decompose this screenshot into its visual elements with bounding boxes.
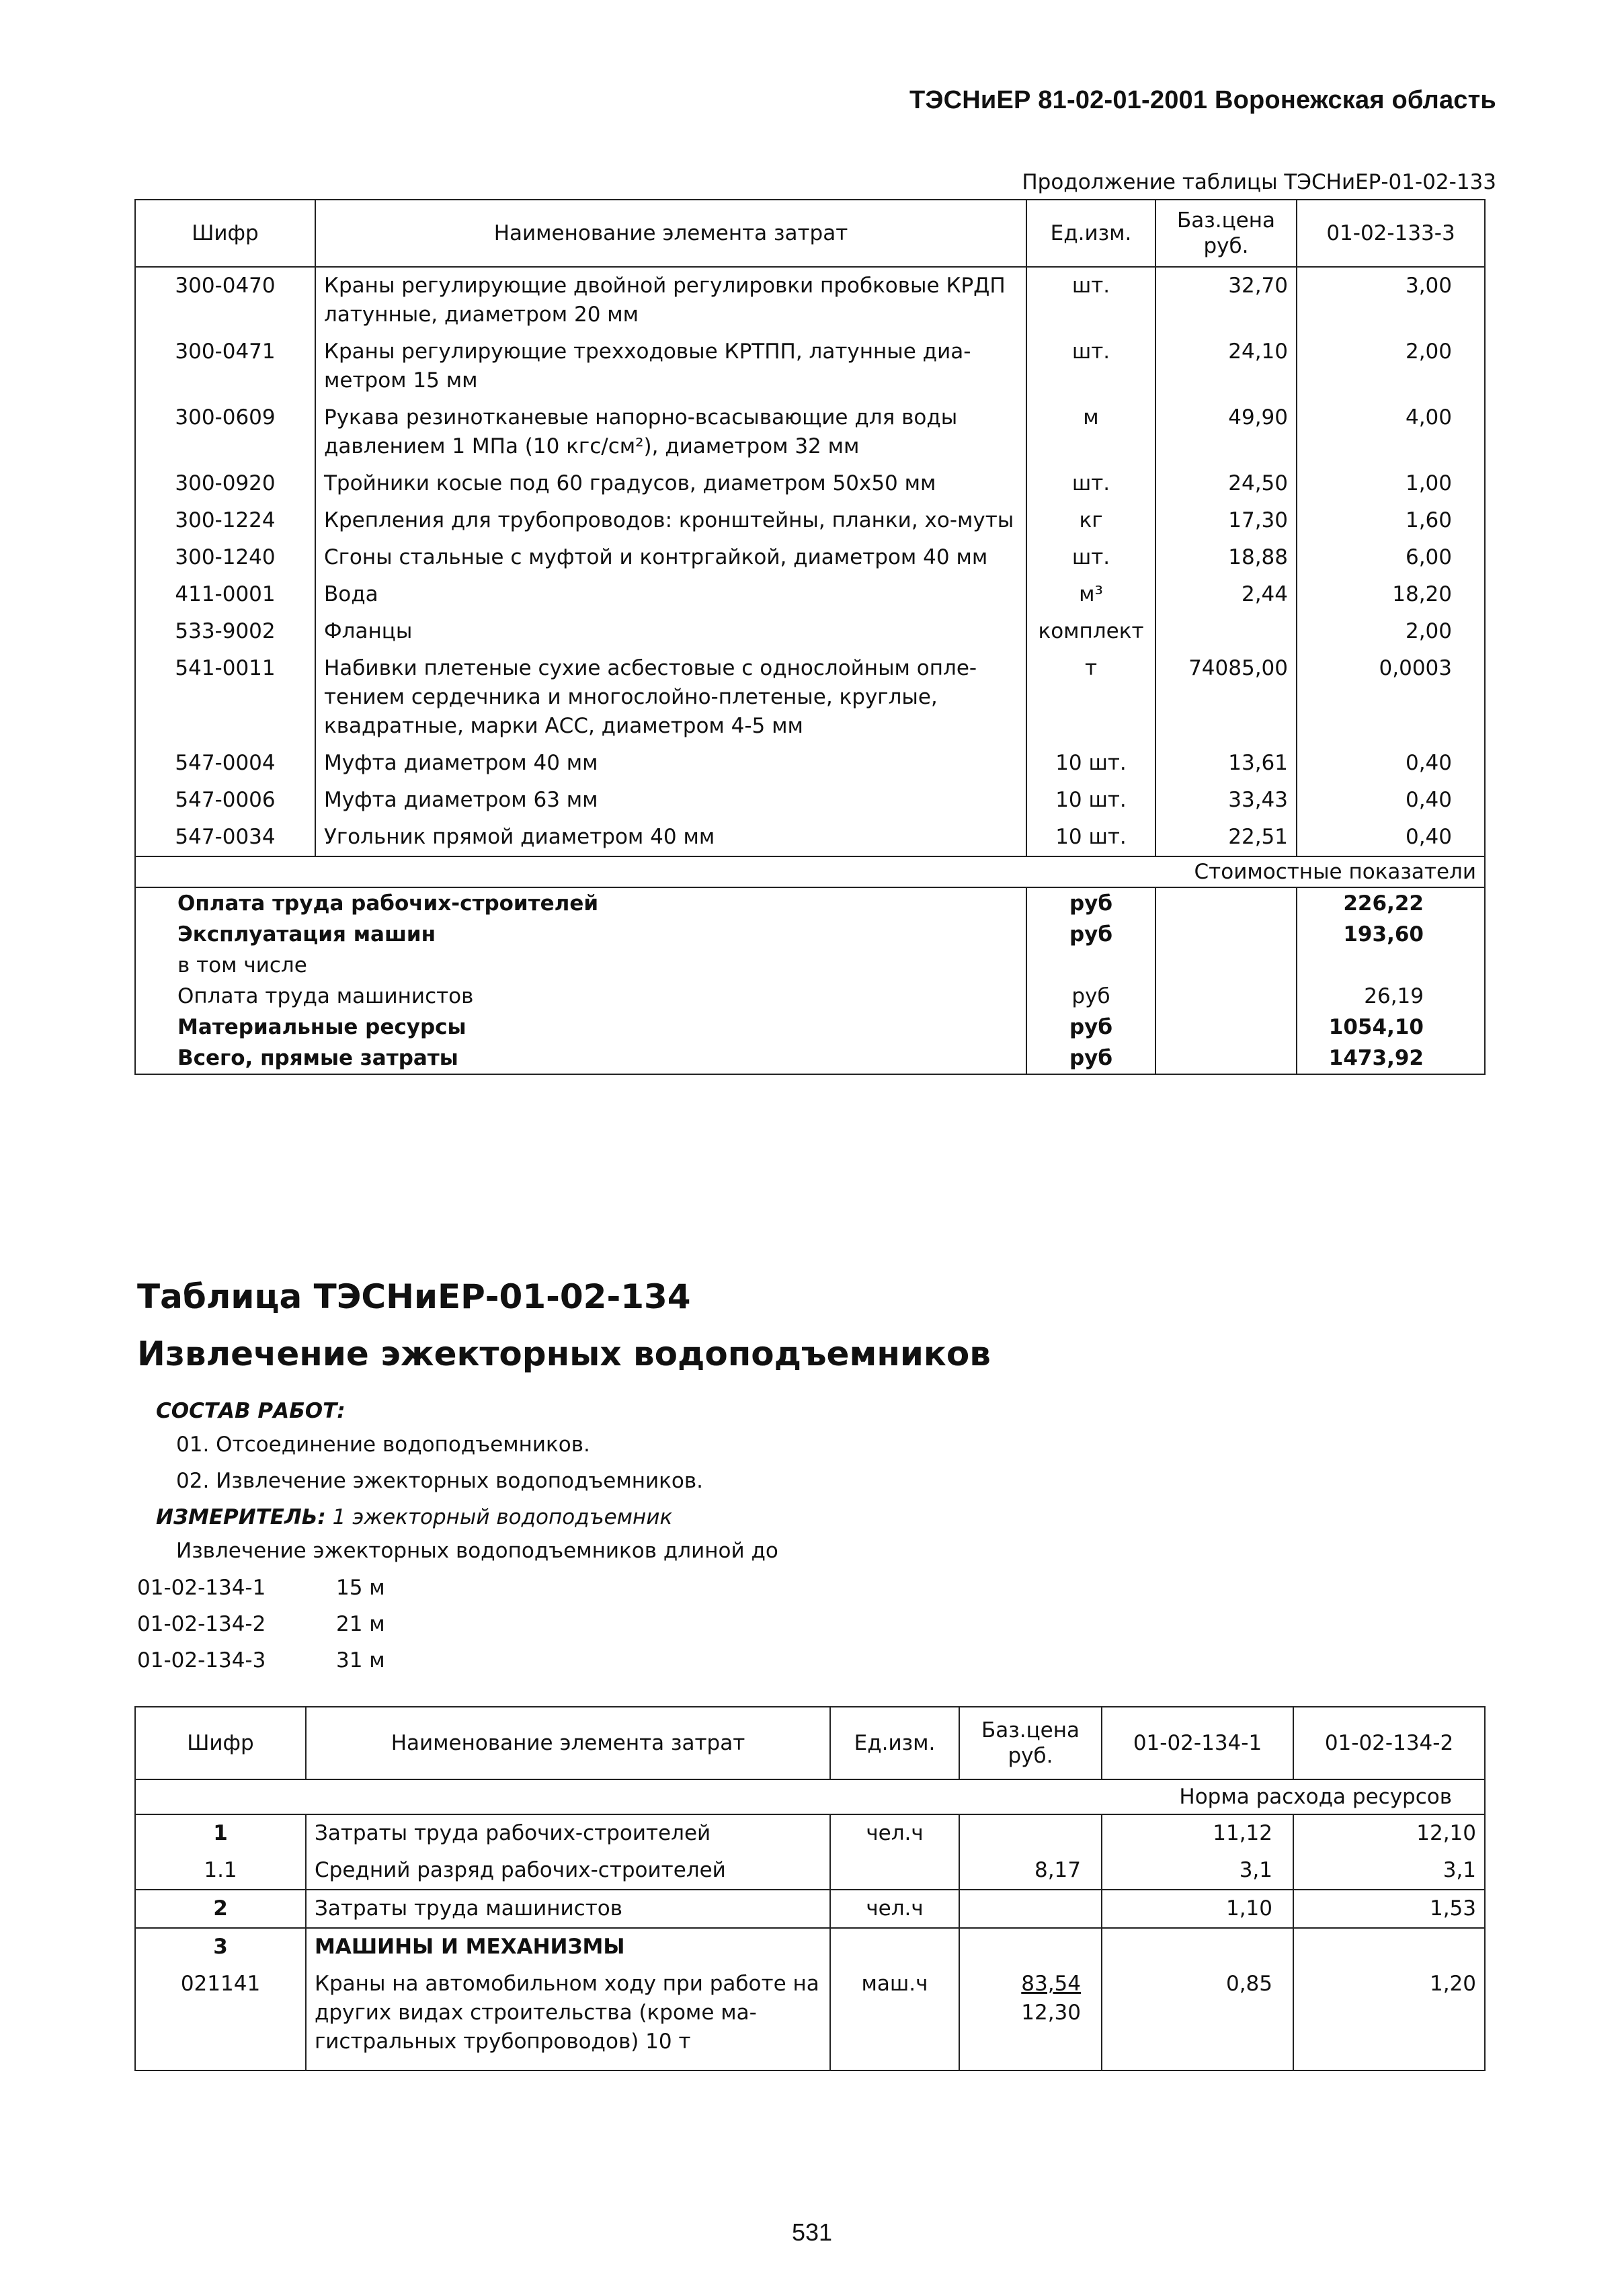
row-price: 49,90 <box>1155 399 1297 465</box>
row-price <box>959 1966 1102 2070</box>
col-unit: Ед.изм. <box>1026 200 1155 267</box>
row-unit: 10 шт. <box>1026 819 1155 856</box>
table-row <box>135 1890 1485 1928</box>
row-code: 300-0609 <box>135 399 315 465</box>
col-name: Наименование элемента затрат <box>306 1707 830 1779</box>
cost-label: Всего, прямые затраты <box>135 1043 1026 1074</box>
cost-row <box>135 981 1485 1012</box>
row-unit: 10 шт. <box>1026 745 1155 782</box>
row-norm: 2,00 <box>1297 613 1485 650</box>
row-norm-2: 12,10 <box>1293 1814 1485 1852</box>
cost-row <box>135 1043 1485 1074</box>
row-norm-1: 3,1 <box>1102 1852 1293 1890</box>
row-name: Набивки плетеные сухие асбестовые с однослойным опле-тением сердечника и многослойно-плетеные, круглые, квадратные, марки АСС, диаметром 4-5 мм <box>315 650 1026 745</box>
row-price <box>959 1890 1102 1928</box>
cost-row <box>135 950 1485 981</box>
row-code: 547-0004 <box>135 745 315 782</box>
table-134 <box>134 1706 1486 2071</box>
row-norm: 0,40 <box>1297 819 1485 856</box>
row-price: 18,88 <box>1155 539 1297 576</box>
row-code: 300-1224 <box>135 502 315 539</box>
cost-value: 26,19 <box>1297 981 1485 1012</box>
row-code: 300-0920 <box>135 465 315 502</box>
row-norm: 2,00 <box>1297 333 1485 399</box>
col-code: Шифр <box>135 1707 306 1779</box>
row-code: 547-0006 <box>135 782 315 819</box>
row-norm: 0,0003 <box>1297 650 1485 745</box>
table-row <box>135 465 1485 502</box>
table-row <box>135 1852 1485 1890</box>
table-row <box>135 1814 1485 1852</box>
table-row <box>135 576 1485 613</box>
row-unit: кг <box>1026 502 1155 539</box>
row-name: Тройники косые под 60 градусов, диаметром 50х50 мм <box>315 465 1026 502</box>
row-norm-1: 1,10 <box>1102 1890 1293 1928</box>
row-norm: 0,40 <box>1297 745 1485 782</box>
row-price: 74085,00 <box>1155 650 1297 745</box>
row-norm-1 <box>1102 1928 1293 1966</box>
row-code: 3 <box>135 1928 306 1966</box>
cost-unit: руб <box>1026 1012 1155 1043</box>
measurer-label: ИЗМЕРИТЕЛЬ: <box>156 1505 326 1529</box>
row-code: 547-0034 <box>135 819 315 856</box>
row-price: 24,50 <box>1155 465 1297 502</box>
table-row <box>135 539 1485 576</box>
cost-label: в том числе <box>135 950 1026 981</box>
cost-unit: руб <box>1026 981 1155 1012</box>
row-price: 22,51 <box>1155 819 1297 856</box>
row-unit: чел.ч <box>830 1890 959 1928</box>
continuation-caption: Продолжение таблицы ТЭСНиЕР-01-02-133 <box>1022 170 1496 194</box>
cost-unit: руб <box>1026 919 1155 950</box>
price-secondary: 12,30 <box>1021 2001 1081 2025</box>
row-norm: 18,20 <box>1297 576 1485 613</box>
table-row <box>135 650 1485 745</box>
cost-value: 1054,10 <box>1297 1012 1485 1043</box>
row-unit <box>830 1852 959 1890</box>
table-row <box>135 333 1485 399</box>
row-code: 300-0470 <box>135 267 315 333</box>
cost-value <box>1297 950 1485 981</box>
row-price: 13,61 <box>1155 745 1297 782</box>
row-price: 2,44 <box>1155 576 1297 613</box>
row-unit: шт. <box>1026 465 1155 502</box>
variant-value: 21 м <box>336 1612 385 1636</box>
table-row <box>135 613 1485 650</box>
row-norm: 0,40 <box>1297 782 1485 819</box>
row-unit: шт. <box>1026 539 1155 576</box>
row-unit <box>830 1928 959 1966</box>
row-code: 541-0011 <box>135 650 315 745</box>
variant-value: 15 м <box>336 1576 385 1600</box>
row-name: Муфта диаметром 63 мм <box>315 782 1026 819</box>
work-step: 02. Извлечение эжекторных водоподъемников. <box>176 1469 703 1493</box>
cost-value: 226,22 <box>1297 887 1485 919</box>
row-unit: маш.ч <box>830 1966 959 2070</box>
col-unit: Ед.изм. <box>830 1707 959 1779</box>
row-name: Угольник прямой диаметром 40 мм <box>315 819 1026 856</box>
col-name: Наименование элемента затрат <box>315 200 1026 267</box>
table-row <box>135 399 1485 465</box>
variant-code: 01-02-134-2 <box>137 1612 266 1636</box>
col-norm: 01-02-133-3 <box>1297 200 1485 267</box>
row-code: 021141 <box>135 1966 306 2070</box>
col-price: Баз.цена руб. <box>1155 200 1297 267</box>
table-row <box>135 819 1485 856</box>
row-code: 533-9002 <box>135 613 315 650</box>
row-code: 411-0001 <box>135 576 315 613</box>
row-code: 300-1240 <box>135 539 315 576</box>
row-norm: 6,00 <box>1297 539 1485 576</box>
col-norm-2: 01-02-134-2 <box>1293 1707 1485 1779</box>
table-133 <box>134 199 1486 1075</box>
row-code: 1 <box>135 1814 306 1852</box>
row-price <box>1155 613 1297 650</box>
row-name: Средний разряд рабочих-строителей <box>306 1852 830 1890</box>
variant-row <box>137 1570 385 1606</box>
variant-code: 01-02-134-1 <box>137 1576 266 1600</box>
variant-value: 31 м <box>336 1648 385 1673</box>
variant-row <box>137 1642 385 1679</box>
price-primary: 83,54 <box>1021 1972 1081 1996</box>
cost-row <box>135 919 1485 950</box>
col-code: Шифр <box>135 200 315 267</box>
cost-label: Оплата труда машинистов <box>135 981 1026 1012</box>
cost-row <box>135 1012 1485 1043</box>
table-row <box>135 1966 1485 2070</box>
row-unit: 10 шт. <box>1026 782 1155 819</box>
row-name: Затраты труда рабочих-строителей <box>306 1814 830 1852</box>
row-unit: т <box>1026 650 1155 745</box>
work-step: 01. Отсоединение водоподъемников. <box>176 1433 590 1457</box>
row-name: Затраты труда машинистов <box>306 1890 830 1928</box>
row-name: Сгоны стальные с муфтой и контргайкой, диаметром 40 мм <box>315 539 1026 576</box>
cost-caption: Стоимостные показатели <box>135 856 1485 887</box>
row-code: 1.1 <box>135 1852 306 1890</box>
row-norm-2: 3,1 <box>1293 1852 1485 1890</box>
cost-label: Оплата труда рабочих-строителей <box>135 887 1026 919</box>
row-code: 2 <box>135 1890 306 1928</box>
table-row <box>135 745 1485 782</box>
row-name: Крепления для трубопроводов: кронштейны, планки, хо-муты <box>315 502 1026 539</box>
measurer-value: 1 эжекторный водоподъемник <box>332 1505 673 1529</box>
cost-value: 193,60 <box>1297 919 1485 950</box>
col-price: Баз.цена руб. <box>959 1707 1102 1779</box>
row-name: Краны на автомобильном ходу при работе на других видах строительства (кроме ма-гистральных трубопроводов) 10 т <box>306 1966 830 2070</box>
row-unit: чел.ч <box>830 1814 959 1852</box>
row-norm: 3,00 <box>1297 267 1485 333</box>
row-price: 8,17 <box>959 1852 1102 1890</box>
section-subtitle: Извлечение эжекторных водоподъемников <box>137 1334 991 1373</box>
composition-heading: СОСТАВ РАБОТ: <box>156 1399 346 1423</box>
cost-value: 1473,92 <box>1297 1043 1485 1074</box>
row-price <box>959 1814 1102 1852</box>
row-code: 300-0471 <box>135 333 315 399</box>
row-norm: 1,00 <box>1297 465 1485 502</box>
norm-caption: Норма расхода ресурсов <box>135 1779 1485 1814</box>
row-unit: шт. <box>1026 267 1155 333</box>
composition-label <box>156 1393 346 1429</box>
col-norm-1: 01-02-134-1 <box>1102 1707 1293 1779</box>
table-row <box>135 782 1485 819</box>
cost-unit: руб <box>1026 1043 1155 1074</box>
cost-label: Материальные ресурсы <box>135 1012 1026 1043</box>
row-name: Вода <box>315 576 1026 613</box>
variant-code: 01-02-134-3 <box>137 1648 266 1673</box>
table-row <box>135 267 1485 333</box>
cost-label: Эксплуатация машин <box>135 919 1026 950</box>
row-unit: м³ <box>1026 576 1155 613</box>
page-number: 531 <box>791 2218 833 2246</box>
variant-row <box>137 1606 385 1642</box>
row-price: 33,43 <box>1155 782 1297 819</box>
row-unit: шт. <box>1026 333 1155 399</box>
row-name: Краны регулирующие двойной регулировки пробковые КРДП латунные, диаметром 20 мм <box>315 267 1026 333</box>
cost-unit: руб <box>1026 887 1155 919</box>
row-price: 32,70 <box>1155 267 1297 333</box>
row-name: Фланцы <box>315 613 1026 650</box>
row-name: Муфта диаметром 40 мм <box>315 745 1026 782</box>
variant-description: Извлечение эжекторных водоподъемников длиной до <box>176 1539 778 1563</box>
row-name: МАШИНЫ И МЕХАНИЗМЫ <box>306 1928 830 1966</box>
cost-unit <box>1026 950 1155 981</box>
row-norm-1: 11,12 <box>1102 1814 1293 1852</box>
measurer-line <box>156 1499 672 1535</box>
cost-row <box>135 887 1485 919</box>
row-norm: 4,00 <box>1297 399 1485 465</box>
row-norm-1: 0,85 <box>1102 1966 1293 2070</box>
table-row <box>135 502 1485 539</box>
table-title: Таблица ТЭСНиЕР-01-02-134 <box>137 1277 691 1316</box>
row-norm-2: 1,53 <box>1293 1890 1485 1928</box>
row-norm: 1,60 <box>1297 502 1485 539</box>
row-name: Рукава резинотканевые напорно-всасывающие для воды давлением 1 МПа (10 кгс/см²), диаметром 32 мм <box>315 399 1026 465</box>
row-unit: м <box>1026 399 1155 465</box>
row-price <box>959 1928 1102 1966</box>
row-price: 17,30 <box>1155 502 1297 539</box>
running-header: ТЭСНиЕР 81-02-01-2001 Воронежская область <box>909 86 1496 114</box>
row-norm-2: 1,20 <box>1293 1966 1485 2070</box>
row-unit: комплект <box>1026 613 1155 650</box>
row-name: Краны регулирующие трехходовые КРТПП, латунные диа-метром 15 мм <box>315 333 1026 399</box>
table-row <box>135 1928 1485 1966</box>
row-price: 24,10 <box>1155 333 1297 399</box>
row-norm-2 <box>1293 1928 1485 1966</box>
